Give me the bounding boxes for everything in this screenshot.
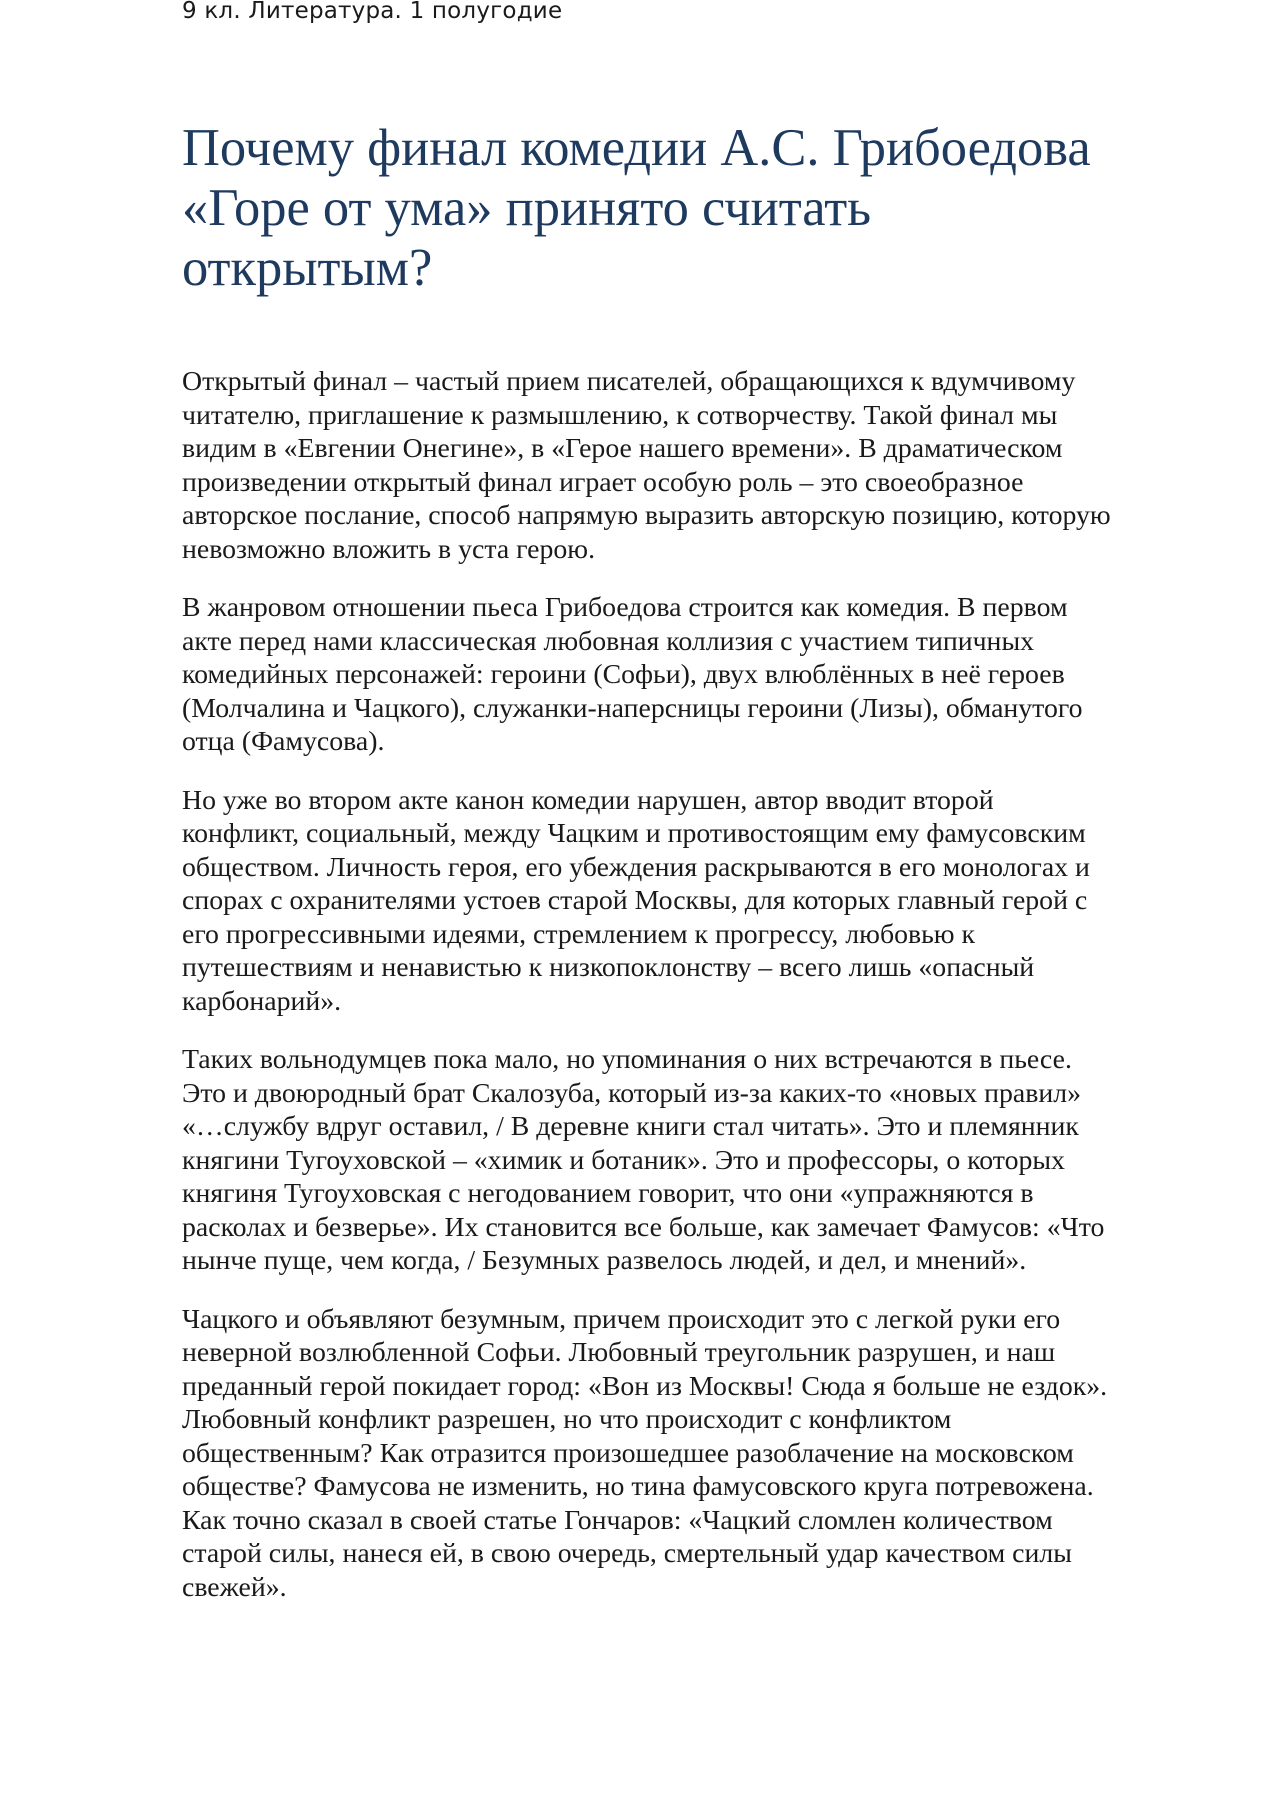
text-line: обществе? Фамусова не изменить, но тина фамусовского круга потревожена. bbox=[182, 1471, 1094, 1502]
paragraph-finale bbox=[182, 1303, 1222, 1605]
text-line: видим в «Евгении Онегине», в «Герое нашего времени». В драматическом bbox=[182, 433, 1063, 464]
paragraph-social-conflict bbox=[182, 784, 1222, 1019]
text-line: акте перед нами классическая любовная коллизия с участием типичных bbox=[182, 625, 1035, 657]
text-line: Но уже во втором акте канон комедии нарушен, автор вводит второй bbox=[182, 784, 994, 816]
text-line: произведении открытый финал играет особую роль – это своеобразное bbox=[182, 466, 1024, 498]
title-line: «Горе от ума» принято считать bbox=[182, 179, 872, 237]
text-line: Любовный конфликт разрешен, но что происходит с конфликтом bbox=[182, 1404, 952, 1435]
text-line: Как точно сказал в своей статье Гончаров: «Чацкий сломлен количеством bbox=[182, 1504, 1053, 1536]
text-line: преданный герой покидает город: «Вон из Москвы! Сюда я больше не ездок». bbox=[182, 1370, 1108, 1402]
text-line: его прогрессивными идеями, стремлением к прогрессу, любовью к bbox=[182, 918, 976, 950]
text-line: общественным? Как отразится произошедшее разоблачение на московском bbox=[182, 1437, 1074, 1469]
text-line: «…службу вдруг оставил, / В деревне книги стал читать». Это и племянник bbox=[182, 1111, 1079, 1142]
text-line: карбонарий». bbox=[182, 985, 342, 1017]
text-line: княгиня Тугоуховская с негодованием говорит, что они «упражняются в bbox=[182, 1178, 1034, 1209]
text-line: путешествиям и ненавистью к низкопоклонству – всего лишь «опасный bbox=[182, 952, 1035, 983]
text-line: обществом. Личность героя, его убеждения раскрываются в его монологах и bbox=[182, 851, 1090, 883]
text-line: старой силы, нанеся ей, в свою очередь, смертельный удар качеством силы bbox=[182, 1538, 1072, 1569]
text-line: Открытый финал – частый прием писателей, обращающихся к вдумчивому bbox=[182, 366, 1076, 397]
text-line: читателю, приглашение к размышлению, к сотворчеству. Такой финал мы bbox=[182, 399, 1058, 431]
text-line: авторское послание, способ напрямую выразить авторскую позицию, которую bbox=[182, 500, 1111, 531]
text-line: княгини Тугоуховской – «химик и ботаник». Это и профессоры, о которых bbox=[182, 1144, 1065, 1176]
text-line: невозможно вложить в уста герою. bbox=[182, 533, 596, 565]
text-line: (Молчалина и Чацкого), служанки-наперсницы героини (Лизы), обманутого bbox=[182, 692, 1083, 724]
text-line: свежей». bbox=[182, 1571, 287, 1603]
text-line: В жанровом отношении пьеса Грибоедова строится как комедия. В первом bbox=[182, 592, 1068, 623]
document-body bbox=[182, 365, 1222, 1629]
text-line: комедийных персонажей: героини (Софьи), двух влюблённых в неё героев bbox=[182, 659, 1065, 690]
text-line: спорах с охранителями устоев старой Москвы, для которых главный герой с bbox=[182, 885, 1088, 916]
text-line: Это и двоюродный брат Скалозуба, который из-за каких-то «новых правил» bbox=[182, 1077, 1081, 1109]
text-line: отца (Фамусова). bbox=[182, 726, 385, 757]
text-line: расколах и безверье». Их становится все больше, как замечает Фамусов: «Что bbox=[182, 1211, 1105, 1243]
paragraph-freethinkers bbox=[182, 1043, 1222, 1278]
document-title bbox=[182, 118, 1182, 298]
paragraph-genre bbox=[182, 591, 1222, 759]
text-line: неверной возлюбленной Софьи. Любовный треугольник разрушен, и наш bbox=[182, 1337, 1056, 1368]
page-header: 9 кл. Литература. 1 полугодие bbox=[182, 0, 563, 24]
text-line: Таких вольнодумцев пока мало, но упоминания о них встречаются в пьесе. bbox=[182, 1044, 1072, 1075]
paragraph-open-ending bbox=[182, 365, 1222, 566]
text-line: конфликт, социальный, между Чацким и противостоящим ему фамусовским bbox=[182, 818, 1086, 849]
text-line: нынче пуще, чем когда, / Безумных развелось людей, и дел, и мнений». bbox=[182, 1245, 1027, 1276]
title-line: Почему финал комедии А.С. Грибоедова bbox=[182, 119, 1091, 177]
text-line: Чацкого и объявляют безумным, причем происходит это с легкой руки его bbox=[182, 1303, 1061, 1335]
title-line: открытым? bbox=[182, 239, 433, 297]
